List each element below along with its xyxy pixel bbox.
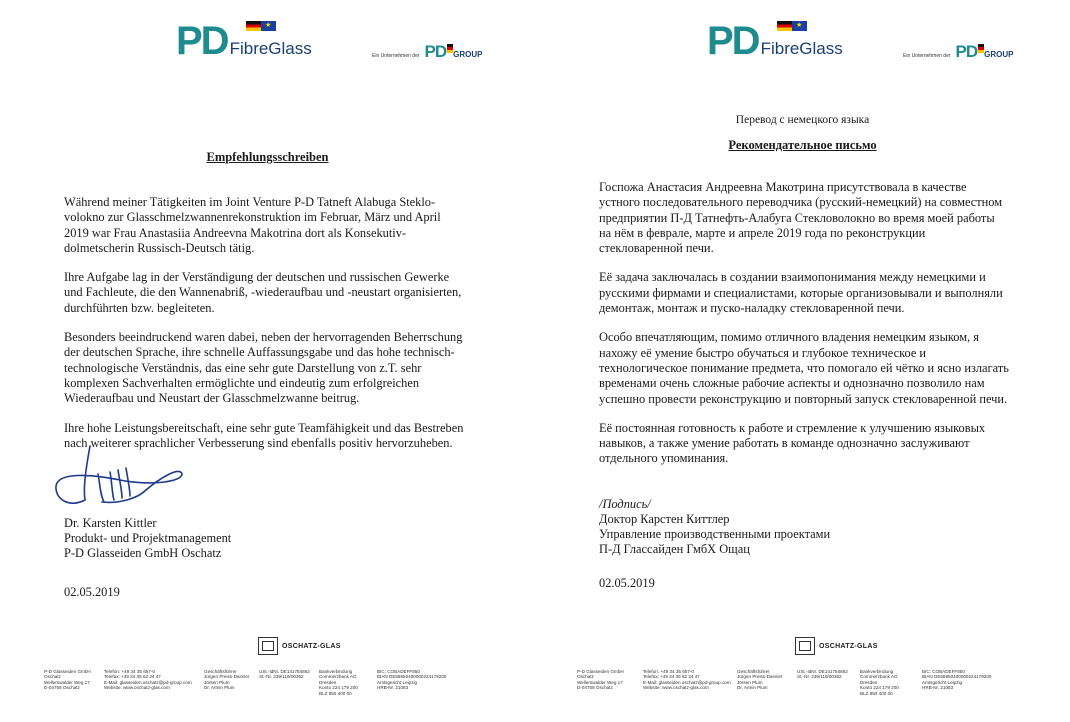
signer-name: Dr. Karsten Kittler	[64, 516, 157, 530]
oschatz-glas-logo	[258, 637, 341, 655]
group-pd-text: PD	[424, 42, 447, 61]
handwritten-signature	[50, 438, 190, 518]
group-pd-text: PD	[955, 42, 978, 61]
translation-header: Перевод с немецкого языка	[735, 114, 870, 126]
letter-page-russian	[535, 0, 1070, 722]
footer-col-management: Geschäftsführer Jürgen Preiss-Daimler Jörsen Plum Dr. Armin Plum	[204, 669, 250, 691]
paragraph: Её постоянная готовность к работе и стремление к улучшению языковых навыков, а также умение работать в команде однозначно заслуживают отдельного упоминания.	[599, 420, 986, 466]
logo-fibreglass-text: FibreGlass	[760, 39, 843, 58]
footer-col-bank: Bankverbindung Commerzbank AG Dresden Konto 224 179 200 BLZ 850 400 00	[860, 669, 899, 696]
footer-col-registry: BIC: COBADEFF850 IBAN DE58850400000224179200 Amtsgericht Leipzig HRB-Nr. 21083	[922, 669, 992, 691]
letter-date: 02.05.2019	[599, 576, 655, 590]
pd-group-logo	[903, 44, 1014, 59]
oschatz-mark-icon	[258, 637, 278, 655]
footer-col-tax: USt.-IdNr. DE141784862 St.-Nr. 239/119/00352	[797, 669, 848, 680]
footer-col-tax: USt.-IdNr. DE141784862 St.-Nr. 239/119/00352	[259, 669, 310, 680]
footer-col-address: P-D Glasseiden GmbH Oschatz Wellerswalder Weg 17 D-04758 Oschatz	[577, 669, 624, 691]
letter-title: Рекомендательное письмо	[728, 138, 877, 152]
paragraph: Её задача заключалась в создании взаимопонимания между немецкими и русскими фирмами и специалистами, которые организовывали и выполняли демонтаж, монтаж и пуско-наладку стекловаренной печи.	[599, 270, 1003, 316]
paragraph: Besonders beeindruckend waren dabei, neben der hervorragenden Beherrschung der deutschen Sprache, ihre schnelle Auffassungsgabe und das hohe technisch-technologische Verständnis, das eine sehr gute Darstellung von z.T. sehr komplexen Sachverhalten ermöglichte und eindeutig zum erfolgreichen Wiederaufbau und Neustart der Glasschmelzwanne beitrug.	[64, 330, 463, 406]
footer-col-contact: Telefon: +49 34 35 657-0 Telefax: +49 34 35 62 24 47 E-Mail: glasseiden.oschatz@pd-group.com Website: www.oschatz-glas.com	[643, 669, 731, 691]
footer-col-address: P-D Glasseiden GmbH Oschatz Wellerswalder Weg 17 D-04758 Oschatz	[44, 669, 91, 691]
pd-group-logo	[372, 44, 483, 59]
footer-col-bank: Bankverbindung Commerzbank AG Dresden Konto 224 179 200 BLZ 850 400 00	[319, 669, 358, 696]
paragraph: Особо впечатляющим, помимо отличного владения немецким языком, я нахожу её умение быстро обучаться и глубокое техническое и технологическое понимание предмета, что помогало ей чётко и ясно излагать временами очень сложные рабочие аспекты и однозначно позволило нам успешно провести реконструкцию и повторный запуск стекловаренной печи.	[599, 330, 1009, 406]
oschatz-glas-logo	[795, 637, 878, 655]
footer-col-contact: Telefon: +49 34 35 657-0 Telefax: +49 34 35 62 24 47 E-Mail: glasseiden.oschatz@pd-group.com Website: www.oschatz-glas.com	[104, 669, 192, 691]
signer-block	[599, 497, 830, 557]
flags-icon	[246, 21, 276, 31]
group-tagline: Ein Unternehmen der	[372, 53, 420, 59]
oschatz-mark-icon	[795, 637, 815, 655]
signer-company: P-D Glasseiden GmbH Oschatz	[64, 546, 222, 560]
oschatz-label: OSCHATZ-GLAS	[282, 642, 341, 650]
letter-body	[64, 195, 464, 465]
paragraph: Ihre Aufgabe lag in der Verständigung der deutschen und russischen Gewerke und Fachleute, die den Wannenabriß, -wiederaufbau und -neustart organisierten, durchführten bzw. begleiteten.	[64, 270, 462, 315]
logo-pd-text: PD	[176, 19, 228, 63]
signer-role: Produkt- und Projektmanagement	[64, 531, 232, 545]
signer-block	[64, 516, 231, 561]
footer-col-management: Geschäftsführer Jürgen Preiss-Daimler Jörsen Plum Dr. Armin Plum	[737, 669, 783, 691]
letter-date: 02.05.2019	[64, 585, 120, 599]
footer-col-registry: BIC: COBADEFF850 IBAN DE58850400000224179200 Amtsgericht Leipzig HRB-Nr. 21083	[377, 669, 447, 691]
pd-fibreglass-logo	[707, 19, 843, 63]
letter-title: Empfehlungsschreiben	[206, 150, 329, 164]
group-word-text: GROUP	[453, 50, 483, 59]
flags-icon	[777, 21, 807, 31]
paragraph: Госпожа Анастасия Андреевна Макотрина присутствовала в качестве устного последовательного переводчика (русский-немецкий) на совместном предприятии П-Д Татнефть-Алабуга Стекловолокно во время моей работы на нём в феврале, марте и апреле 2019 года по реконструкции стекловаренной печи.	[599, 180, 1003, 256]
oschatz-label: OSCHATZ-GLAS	[819, 642, 878, 650]
group-tagline: Ein Unternehmen der	[903, 53, 951, 59]
logo-fibreglass-text: FibreGlass	[229, 39, 312, 58]
pd-fibreglass-logo	[176, 19, 312, 63]
signer-role: Управление производственными проектами	[599, 527, 831, 541]
signer-company: П-Д Глассайден ГмбХ Ощац	[599, 542, 750, 556]
group-word-text: GROUP	[984, 50, 1014, 59]
signer-name: Доктор Карстен Киттлер	[599, 512, 730, 526]
signature-note: /Подпись/	[599, 497, 651, 511]
logo-pd-text: PD	[707, 19, 759, 63]
paragraph: Während meiner Tätigkeiten im Joint Venture P-D Tatneft Alabuga Steklo-volokno zur Glasschmelzwannenrekonstruktion im Februar, März und April 2019 war Frau Anastasiia Andreevna Makotrina dort als Konsekutiv-dolmetscherin Russisch-Deutsch tätig.	[64, 195, 441, 255]
letter-body	[599, 180, 1009, 481]
paragraph: Ihre hohe Leistungsbereitschaft, eine sehr gute Teamfähigkeit und das Bestreben nach weiterer sprachlicher Verbesserung sind ebenfalls positiv hervorzuheben.	[64, 420, 464, 450]
